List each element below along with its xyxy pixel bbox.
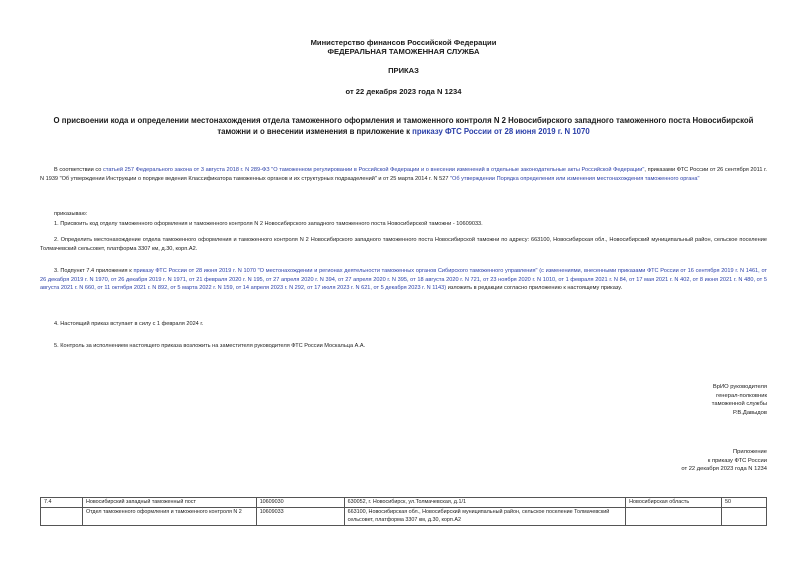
cell-num-empty	[41, 508, 83, 526]
service-heading: ФЕДЕРАЛЬНАЯ ТАМОЖЕННАЯ СЛУЖБА	[327, 47, 480, 56]
item-3	[40, 267, 767, 293]
cell-region-empty	[626, 508, 722, 526]
appendix-line-3: от 22 декабря 2023 года N 1234	[681, 466, 767, 472]
signature-line-2: генерал-полковник	[716, 392, 767, 399]
appendix-block	[681, 448, 767, 474]
intro-text-1: В соответствии со	[54, 167, 104, 173]
item-3-text-1: 3. Подпункт 7.4 приложения к	[54, 268, 134, 274]
appendix-line-2: к приказу ФТС России	[707, 457, 767, 464]
cell-extra: 50	[722, 498, 767, 508]
title-link[interactable]: приказу ФТС России от 28 июня 2019 г. N 1070	[412, 127, 590, 136]
appendix-line-1: Приложение	[732, 449, 767, 455]
cell-code: 10609033	[256, 508, 344, 526]
document-date: от 22 декабря 2023 года N 1234	[345, 87, 462, 96]
signature-name: Р.В.Давыдов	[733, 409, 767, 416]
signature-line-3: таможенной службы	[711, 401, 767, 407]
cell-extra-empty	[722, 508, 767, 526]
intro-text-2: , приказами ФТС России от 26 сентября 2011 г. N 1939 "Об утверждении Инструкции о порядке ведения Классификатора таможенных органов и их структурных подразделений" и от 25 марта 2014 г. N 527	[40, 167, 767, 182]
table-row	[41, 498, 767, 508]
ministry-heading: Министерство финансов Российской Федерации	[310, 38, 497, 47]
item-2: 2. Определить местонахождение отдела таможенного оформления и таможенного контроля N 2 Новосибирского западного таможенного поста Новосибирской таможни по адресу: 663100, Новосибирская обл., Новосибирский муниципальный район, сельское поселение Толмачевский сельсовет, платформа 3307 км, д.30, корп.А2.	[40, 237, 767, 252]
item-1: 1. Присвоить код отделу таможенного оформления и таможенного контроля N 2 Новосибирского западного таможенного поста Новосибирской таможни - 10609033.	[54, 221, 483, 227]
item-4: 4. Настоящий приказ вступает в силу с 1 февраля 2024 г.	[54, 321, 204, 327]
item-5: 5. Контроль за исполнением настоящего приказа возложить на заместителя руководителя ФТС России Москальца А.А.	[54, 343, 366, 349]
cell-address: 630052, г. Новосибирск, ул.Толмачевская, д.1/1	[344, 498, 626, 508]
document-title	[40, 115, 767, 137]
document-type: ПРИКАЗ	[388, 66, 419, 75]
item-3-link-amendments[interactable]: "О местонахождении и регионах деятельности таможенных органов Сибирского таможенного управления" (с изменениями, внесенными приказами ФТС России от 16 сентября 2019 г. N 1461, от 26 декабря 2019 г. N 1970, от 26 декабря 2019 г. N 1971, от 21 февраля 2020 г. N 195, от 27 апреля 2020 г. N 394, от 27 апреля 2020 г. N 395, от 18 августа 2020 г. N 721, от 23 ноября 2020 г. N 1010, от 1 февраля 2021 г. N 84, от 17 мая 2021 г. N 402, от 8 июня 2021 г. N 480, от 5 августа 2021 г. N 660, от 11 октября 2021 г. N 892, от 5 марта 2022 г. N 159, от 14 апреля 2023 г. N 292, от 17 июля 2023 г. N 621, от 5 декабря 2023 г. N 1143)	[40, 268, 767, 292]
intro-paragraph	[40, 166, 767, 183]
cell-address: 663100, Новосибирская обл., Новосибирский муниципальный район, сельское поселение Толмачевский сельсовет, платформа 3307 км, д.30, корп.А2	[344, 508, 626, 526]
table-row	[41, 508, 767, 526]
cell-region: Новосибирская область	[626, 498, 722, 508]
item-3-link-order[interactable]: приказу ФТС России от 28 июня 2019 г. N 1070	[133, 268, 256, 274]
appendix-table	[40, 497, 767, 526]
intro-link-law[interactable]: статьей 257 Федерального закона от 3 августа 2018 г. N 289-ФЗ "О таможенном регулировании в Российской Федерации и о внесении изменений в отдельные законодательные акты Российской Федерации"	[103, 167, 645, 173]
item-3-text-2: изложить в редакции согласно приложению к настоящему приказу.	[446, 285, 623, 292]
cell-num: 7.4	[41, 498, 83, 508]
prikazyvayu-label: приказываю:	[54, 211, 88, 217]
cell-code: 10609030	[256, 498, 344, 508]
signature-line-1: ВрИО руководителя	[712, 384, 767, 390]
cell-name: Новосибирский западный таможенный пост	[82, 498, 256, 508]
signature-block	[712, 383, 767, 417]
intro-link-order[interactable]: "Об утверждении Порядка определения или изменения местонахождения таможенного органа"	[449, 175, 700, 182]
title-text: О присвоении кода и определении местонахождения отдела таможенного оформления и таможенного контроля N 2 Новосибирского западного таможенного поста Новосибирской таможни и о внесении изменения в приложение к	[53, 116, 754, 136]
cell-name: Отдел таможенного оформления и таможенного контроля N 2	[82, 508, 256, 526]
